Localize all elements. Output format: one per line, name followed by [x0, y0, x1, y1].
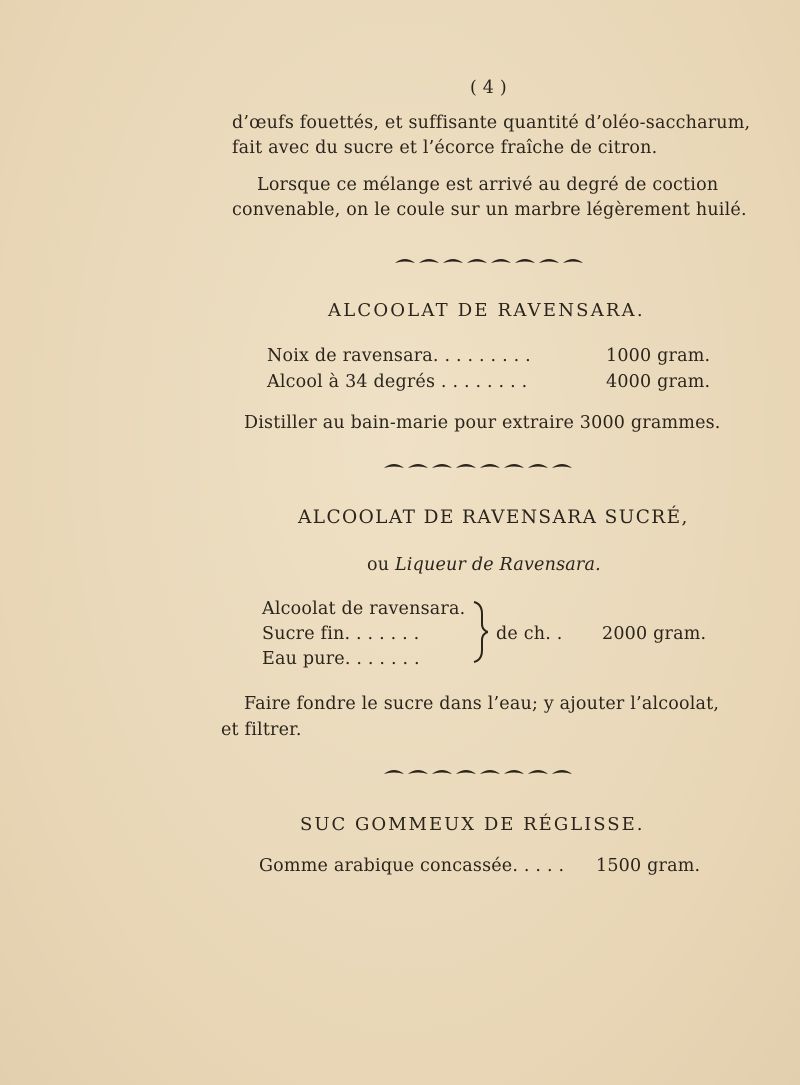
- section-title-alcoolat-sucre: ALCOOLAT DE RAVENSARA SUCRÉ,: [298, 507, 689, 528]
- ingredient-name: Alcoolat de ravensara.: [262, 599, 466, 619]
- paragraph-line-1: Lorsque ce mélange est arrivé au degré de coction: [257, 175, 719, 195]
- subtitle-italic: Liqueur de Ravensara.: [394, 555, 601, 575]
- ingredient-quantity: 1000 gram.: [606, 346, 711, 366]
- ingredient-name: Sucre fin. . . . . . .: [262, 624, 420, 644]
- instruction-line-1: Faire fondre le sucre dans l’eau; y ajouter l’alcoolat,: [244, 694, 720, 714]
- brace-icon: [470, 600, 488, 664]
- section-subtitle: [367, 555, 601, 575]
- ingredient-quantity: 4000 gram.: [606, 372, 711, 392]
- wave-ornament: [382, 766, 578, 780]
- intro-line-1: d’œufs fouettés, et suffisante quantité d’oléo-saccharum,: [232, 113, 751, 133]
- intro-line-2: fait avec du sucre et l’écorce fraîche de citron.: [232, 138, 658, 158]
- group-label: de ch. .: [496, 624, 563, 644]
- subtitle-prefix: ou: [367, 555, 390, 575]
- ingredient-name: Eau pure. . . . . . .: [262, 649, 420, 669]
- ingredient-name: Noix de ravensara. . . . . . . . .: [267, 346, 531, 366]
- section-title-alcoolat: ALCOOLAT DE RAVENSARA.: [328, 300, 645, 321]
- page-number: ( 4 ): [470, 78, 507, 98]
- instruction-line-2: et filtrer.: [221, 720, 302, 740]
- group-quantity: 2000 gram.: [602, 624, 707, 644]
- ingredient-name: Alcool à 34 degrés . . . . . . . .: [267, 372, 528, 392]
- ingredient-name: Gomme arabique concassée. . . . .: [259, 856, 565, 876]
- paragraph-line-2: convenable, on le coule sur un marbre légèrement huilé.: [232, 200, 747, 220]
- section-title-suc-gommeux: SUC GOMMEUX DE RÉGLISSE.: [300, 814, 645, 835]
- wave-ornament: [393, 255, 585, 269]
- ingredient-quantity: 1500 gram.: [596, 856, 701, 876]
- wave-ornament: [382, 460, 578, 474]
- instruction-distill: Distiller au bain-marie pour extraire 3000 grammes.: [244, 413, 721, 433]
